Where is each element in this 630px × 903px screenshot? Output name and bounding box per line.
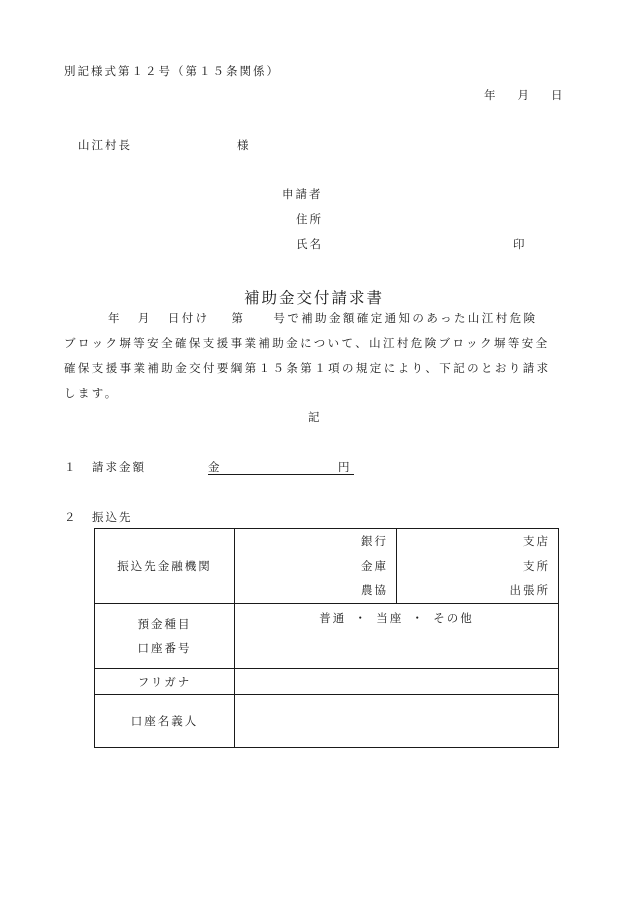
currency-unit: 円 xyxy=(338,460,352,474)
deposit-type-other[interactable]: その他 xyxy=(433,611,474,625)
holder-row xyxy=(95,695,559,748)
document-title: 補助金交付請求書 xyxy=(244,289,385,307)
applicant-name-label: 氏名 xyxy=(296,237,323,251)
currency-prefix: 金 xyxy=(208,460,222,474)
separator: ・ xyxy=(411,611,425,625)
body-month: 月 xyxy=(137,311,152,325)
branch-type-cell[interactable] xyxy=(397,529,559,604)
date-day: 日 xyxy=(551,88,565,102)
body-dai: 第 xyxy=(231,311,246,325)
shinkin-label: 金庫 xyxy=(361,558,388,573)
account-label-cell xyxy=(95,604,235,669)
furigana-row xyxy=(95,669,559,695)
item1-number: １ xyxy=(64,460,78,474)
institution-label: 振込先金融機関 xyxy=(95,529,235,604)
separator: ・ xyxy=(354,611,368,625)
furigana-field[interactable] xyxy=(235,669,559,695)
date-year: 年 xyxy=(484,88,498,102)
deposit-type-label: 預金種目 xyxy=(137,617,192,631)
furigana-label: フリガナ xyxy=(95,669,235,695)
nokyo-branch-label: 出張所 xyxy=(509,583,550,598)
body-line-1 xyxy=(64,306,568,331)
body-line-2: ブロック塀等安全確保支援事業補助金について、山江村危険ブロック塀等安全 xyxy=(64,336,550,350)
bank-table xyxy=(94,528,559,748)
form-number: 別記様式第１２号（第１５条関係） xyxy=(64,64,280,78)
item1-label: 請求金額 xyxy=(92,460,146,474)
seal-mark: 印 xyxy=(513,237,527,251)
item2-label: 振込先 xyxy=(92,510,133,524)
date-month: 月 xyxy=(517,88,531,102)
body-year: 年 xyxy=(108,311,122,325)
institution-type-cell[interactable] xyxy=(235,529,397,604)
branch-label: 支店 xyxy=(523,534,550,549)
deposit-type-toza[interactable]: 当座 xyxy=(376,611,404,625)
date-line xyxy=(484,87,565,103)
addressee-mayor: 山江村長 xyxy=(78,138,132,152)
account-number-label: 口座番号 xyxy=(137,641,192,655)
applicant-address-label: 住所 xyxy=(296,212,323,226)
institution-row xyxy=(95,529,559,604)
shinkin-branch-label: 支所 xyxy=(523,558,550,573)
body-date-suffix: 日付け xyxy=(167,311,210,325)
applicant-title: 申請者 xyxy=(282,187,323,201)
deposit-type-futsu[interactable]: 普通 xyxy=(319,611,347,625)
body-line-4: します。 xyxy=(64,386,119,400)
body-line-1-rest: 号で補助金額確定通知のあった山江村危険 xyxy=(273,311,538,325)
body-line-3: 確保支援事業補助金交付要綱第１５条第１項の規定により、下記のとおり請求 xyxy=(64,361,551,375)
deposit-type-options[interactable] xyxy=(235,604,559,669)
nokyo-label: 農協 xyxy=(361,583,388,598)
addressee-honorific: 様 xyxy=(237,138,251,152)
account-row xyxy=(95,604,559,669)
body-paragraph xyxy=(64,306,568,406)
item2-number: ２ xyxy=(64,510,78,524)
holder-label: 口座名義人 xyxy=(95,695,235,748)
bank-label: 銀行 xyxy=(361,534,388,549)
holder-field[interactable] xyxy=(235,695,559,748)
amount-underline xyxy=(208,459,354,475)
ki-heading: 記 xyxy=(308,410,322,424)
